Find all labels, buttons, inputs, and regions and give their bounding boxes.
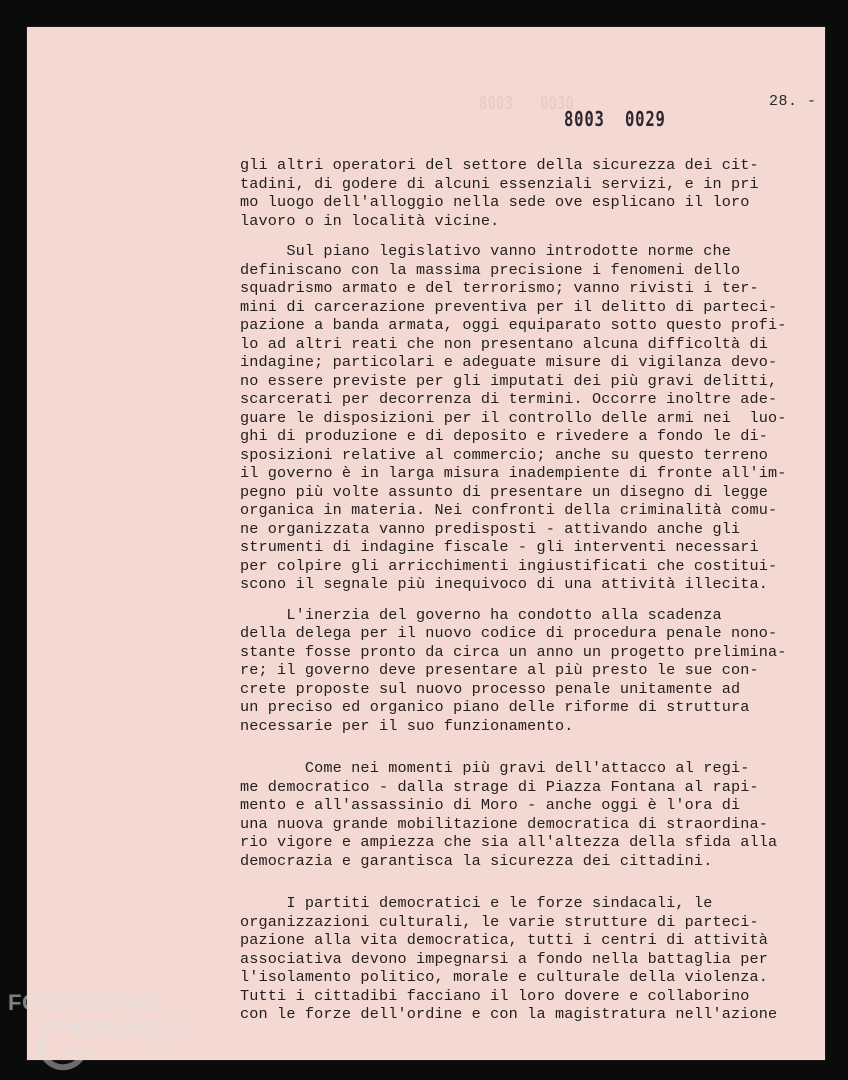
- text-line: definiscano con la massima precisione i fenomeni dello: [240, 260, 741, 279]
- paragraph-3: [240, 606, 820, 736]
- text-line: squadrismo armato e del terrorismo; vanno rivisti i ter-: [240, 279, 759, 297]
- text-line: crete proposte sul nuovo processo penale unitamente ad: [240, 679, 741, 698]
- text-line: pazione a banda armata, oggi equiparato sotto questo profi-: [240, 316, 787, 334]
- text-line: lo ad altri reati che non presentano alcuna difficoltà di: [240, 334, 769, 353]
- text-line: me democratico - dalla strage di Piazza Fontana al rapi-: [240, 777, 759, 796]
- page-number: 28. -: [769, 93, 817, 110]
- text-line: della delega per il nuovo codice di procedura penale nono-: [240, 624, 778, 642]
- text-line: organizzazioni culturali, le varie strutture di parteci-: [240, 912, 759, 931]
- stamp-part-2: 0029: [624, 107, 666, 131]
- watermark-line-1: FONDAZIONE: [8, 990, 159, 1015]
- document-body: [240, 156, 820, 1024]
- text-line: associativa devono impegnarsi a fondo nella battaglia per: [240, 949, 769, 968]
- paragraph-2: [240, 242, 820, 594]
- text-line: rio vigore e ampiezza che sia all'altezza della sfida alla: [240, 833, 778, 851]
- text-line: mento e all'assassinio di Moro - anche oggi è l'ora di: [240, 796, 741, 814]
- archive-stamp: [564, 107, 666, 131]
- text-line: organica in materia. Nei confronti della criminalità comu-: [240, 501, 778, 519]
- watermark-suffix: onlus: [152, 1042, 176, 1053]
- text-line: tadini, di godere di alcuni essenziali servizi, e in pri: [240, 174, 759, 193]
- text-line: gli altri operatori del settore della sicurezza dei cit-: [240, 156, 759, 174]
- paragraph-5: [240, 894, 820, 1024]
- watermark-line-2: GRAMSCI: [76, 1016, 187, 1041]
- text-line: indagine; particolari e adeguate misure di vigilanza devo-: [240, 353, 778, 371]
- text-line: re; il governo deve presentare al più presto le sue con-: [240, 661, 759, 679]
- text-line: guare le disposizioni per il controllo delle armi nei luo-: [240, 408, 787, 427]
- text-line: mo luogo dell'alloggio nella sede ove esplicano il loro: [240, 193, 750, 211]
- text-line: scono il segnale più inequivoco di una attività illecita.: [240, 575, 769, 593]
- text-line: Tutti i cittadibi facciano il loro dovere e collaborino: [240, 986, 750, 1005]
- text-line: per colpire gli arricchimenti ingiustificati che costitui-: [240, 556, 778, 575]
- text-line: I partiti democratici e le forze sindacali, le: [240, 894, 713, 912]
- stamp-part-1: 8003: [564, 107, 605, 131]
- text-line: sposizioni relative al commercio; anche su questo terreno: [240, 445, 769, 464]
- text-line: l'isolamento politico, morale e culturale della violenza.: [240, 968, 769, 986]
- text-line: con le forze dell'ordine e con la magistratura nell'azione: [240, 1005, 778, 1023]
- text-line: ghi di produzione e di deposito e rivedere a fondo le di-: [240, 427, 769, 445]
- faded-stamp-part-1: 8003: [479, 93, 513, 114]
- faded-archive-stamp: [479, 93, 574, 114]
- text-line: no essere previste per gli imputati dei più gravi delitti,: [240, 371, 778, 390]
- text-line: lavoro o in località vicine.: [240, 211, 500, 230]
- faded-stamp-part-2: 0030: [539, 93, 574, 114]
- paragraph-4: [240, 759, 820, 870]
- text-line: L'inerzia del governo ha condotto alla scadenza: [240, 605, 722, 624]
- paragraph-1: [240, 156, 820, 230]
- text-line: una nuova grande mobilitazione democratica di straordina-: [240, 814, 769, 833]
- text-line: stante fosse pronto da circa un anno un progetto prelimina-: [240, 642, 787, 661]
- text-line: strumenti di indagine fiscale - gli interventi necessari: [240, 538, 759, 556]
- text-line: il governo è in larga misura inadempiente di fronte all'im-: [240, 464, 787, 482]
- text-line: scarcerati per decorrenza di termini. Occorre inoltre ade-: [240, 390, 778, 408]
- text-line: democrazia e garantisca la sicurezza dei cittadini.: [240, 851, 713, 870]
- text-line: pegno più volte assunto di presentare un disegno di legge: [240, 482, 769, 501]
- text-line: mini di carcerazione preventiva per il delitto di parteci-: [240, 297, 778, 316]
- fondazione-gramsci-watermark: [4, 990, 214, 1075]
- text-line: Sul piano legislativo vanno introdotte norme che: [240, 242, 731, 260]
- text-line: Come nei momenti più gravi dell'attacco al regi-: [240, 759, 750, 777]
- text-line: ne organizzata vanno predisposti - attivando anche gli: [240, 519, 741, 538]
- text-line: un preciso ed organico piano delle riforme di struttura: [240, 698, 750, 716]
- text-line: necessarie per il suo funzionamento.: [240, 716, 574, 735]
- text-line: pazione alla vita democratica, tutti i centri di attività: [240, 931, 769, 949]
